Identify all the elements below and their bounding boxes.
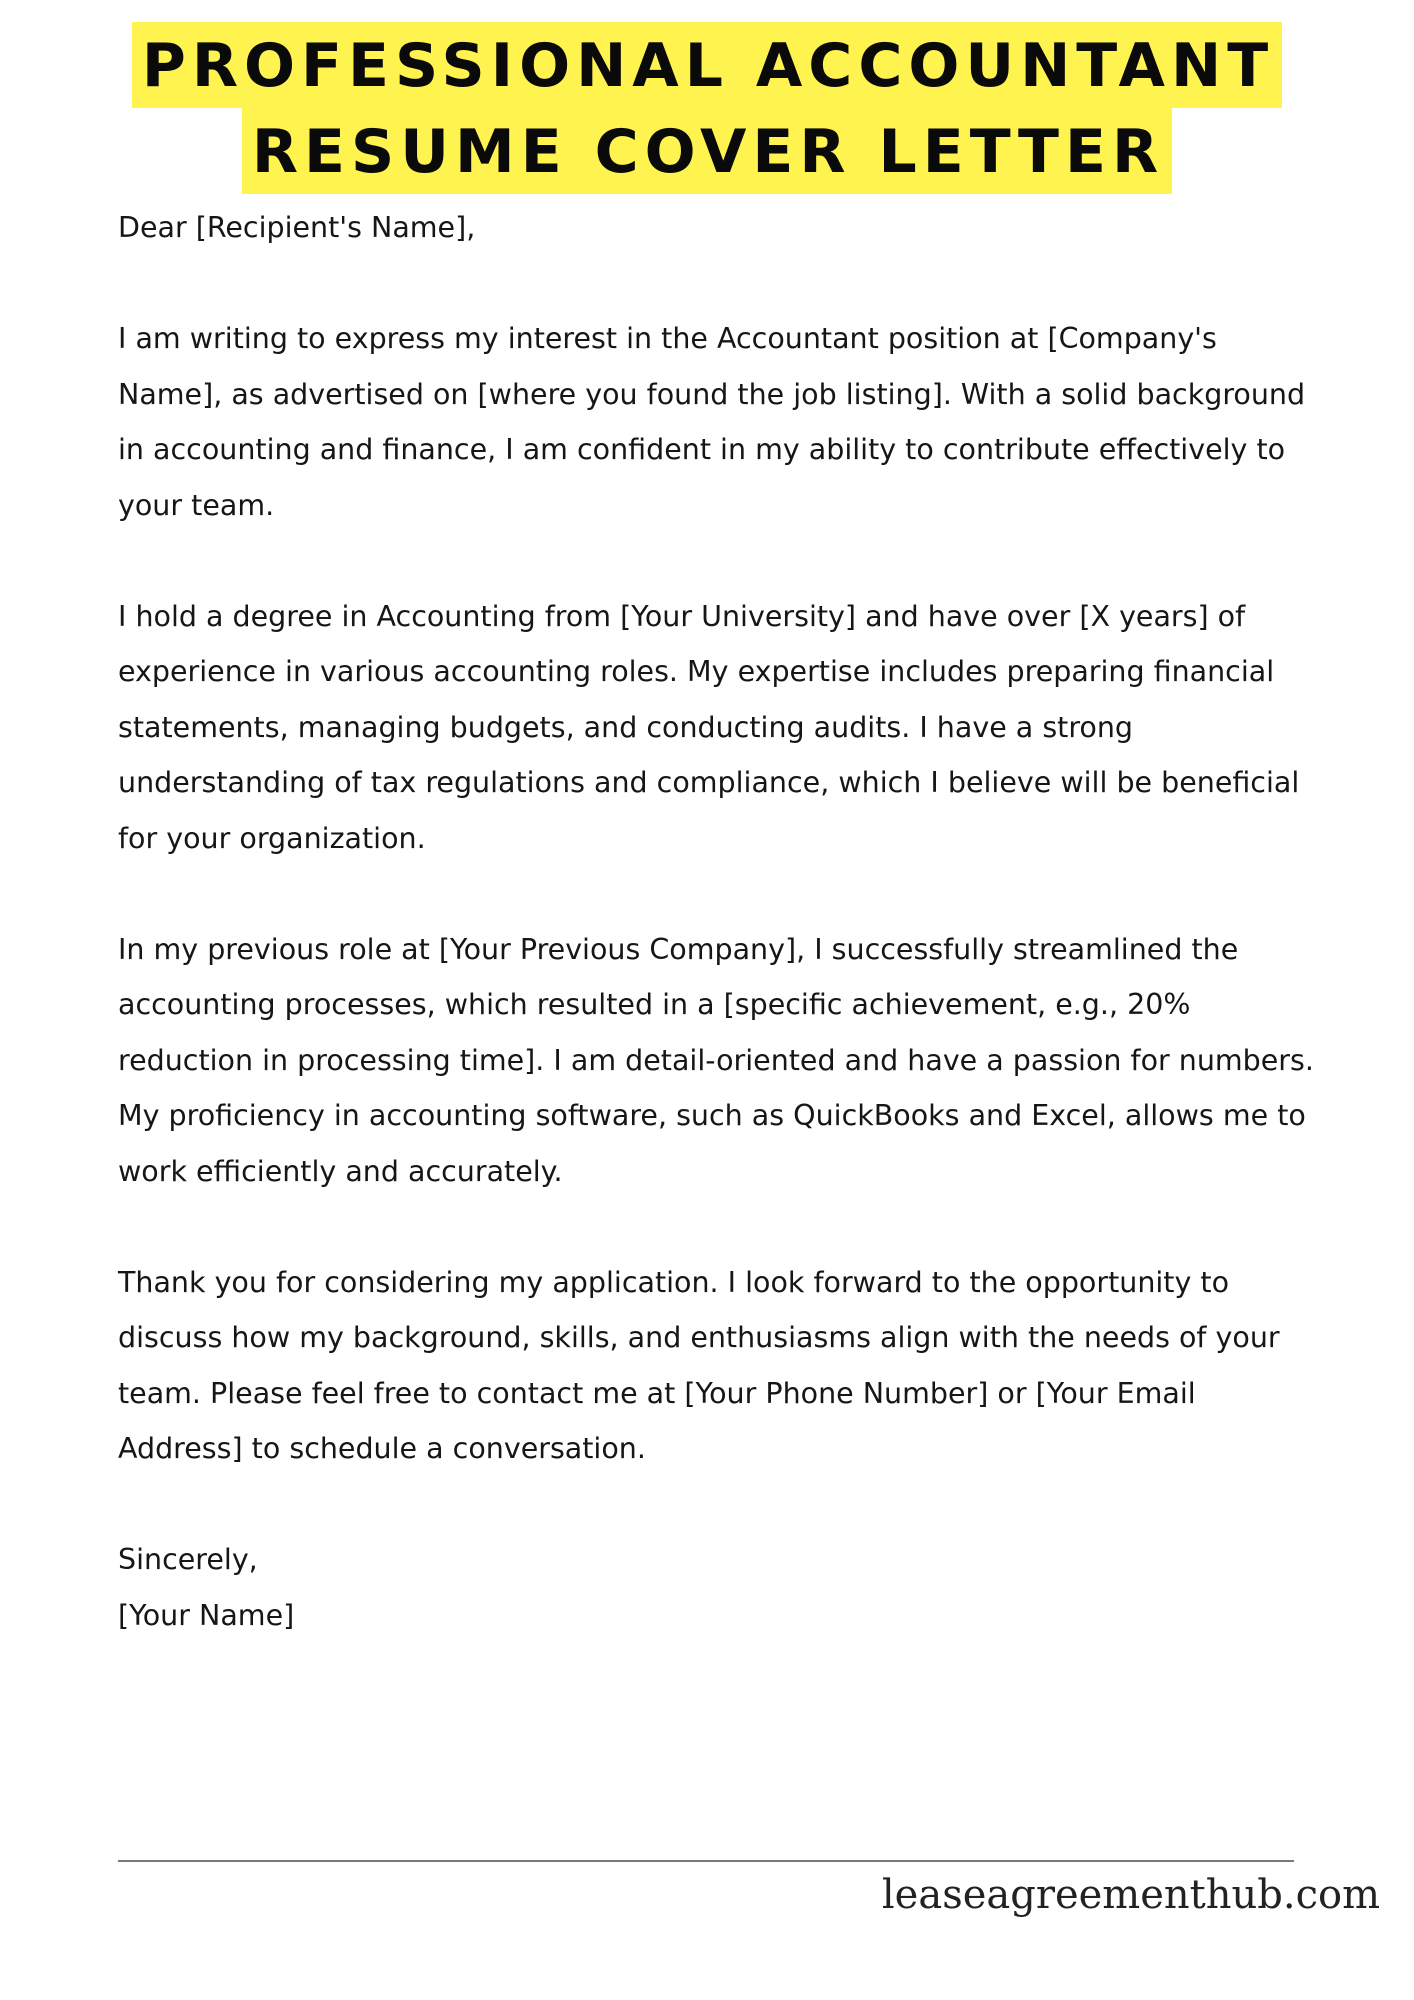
title-line-2: RESUME COVER LETTER [242,108,1172,194]
document-title [0,22,1414,194]
footer-divider [118,1860,1294,1862]
closing: Sincerely, [118,1543,258,1576]
paragraph-experience: In my previous role at [Your Previous Company], I successfully streamlined the accounting processes, which resulted in a [specific achievement, e.g., 20% reduction in processing time]. I am detail-oriented and have a passion for numbers. My proficiency in accounting software, such as QuickBooks and Excel, allows me to work efficiently and accurately. [118,932,1314,1188]
footer-website: leaseagreementhub.com [881,1872,1380,1918]
paragraph-intro: I am writing to express my interest in the Accountant position at [Company's Name], as advertised on [where you found the job listing]. With a solid background in accounting and finance, I am confident in my ability to contribute effectively to your team. [118,322,1306,522]
letter-body [118,200,1318,1643]
title-line-1: PROFESSIONAL ACCOUNTANT [132,22,1282,108]
salutation: Dear [Recipient's Name], [118,211,476,244]
signature: [Your Name] [118,1598,295,1632]
paragraph-education: I hold a degree in Accounting from [Your University] and have over [X years] of experience in various accounting roles. My expertise includes preparing financial statements, managing budgets, and conducting audits. I have a strong understanding of tax regulations and compliance, which I believe will be beneficial for your organization. [118,599,1300,855]
paragraph-closing: Thank you for considering my application. I look forward to the opportunity to discuss how my background, skills, and enthusiasms align with the needs of your team. Please feel free to contact me at [Your Phone Number] or [Your Email Address] to schedule a conversation. [118,1265,1280,1465]
